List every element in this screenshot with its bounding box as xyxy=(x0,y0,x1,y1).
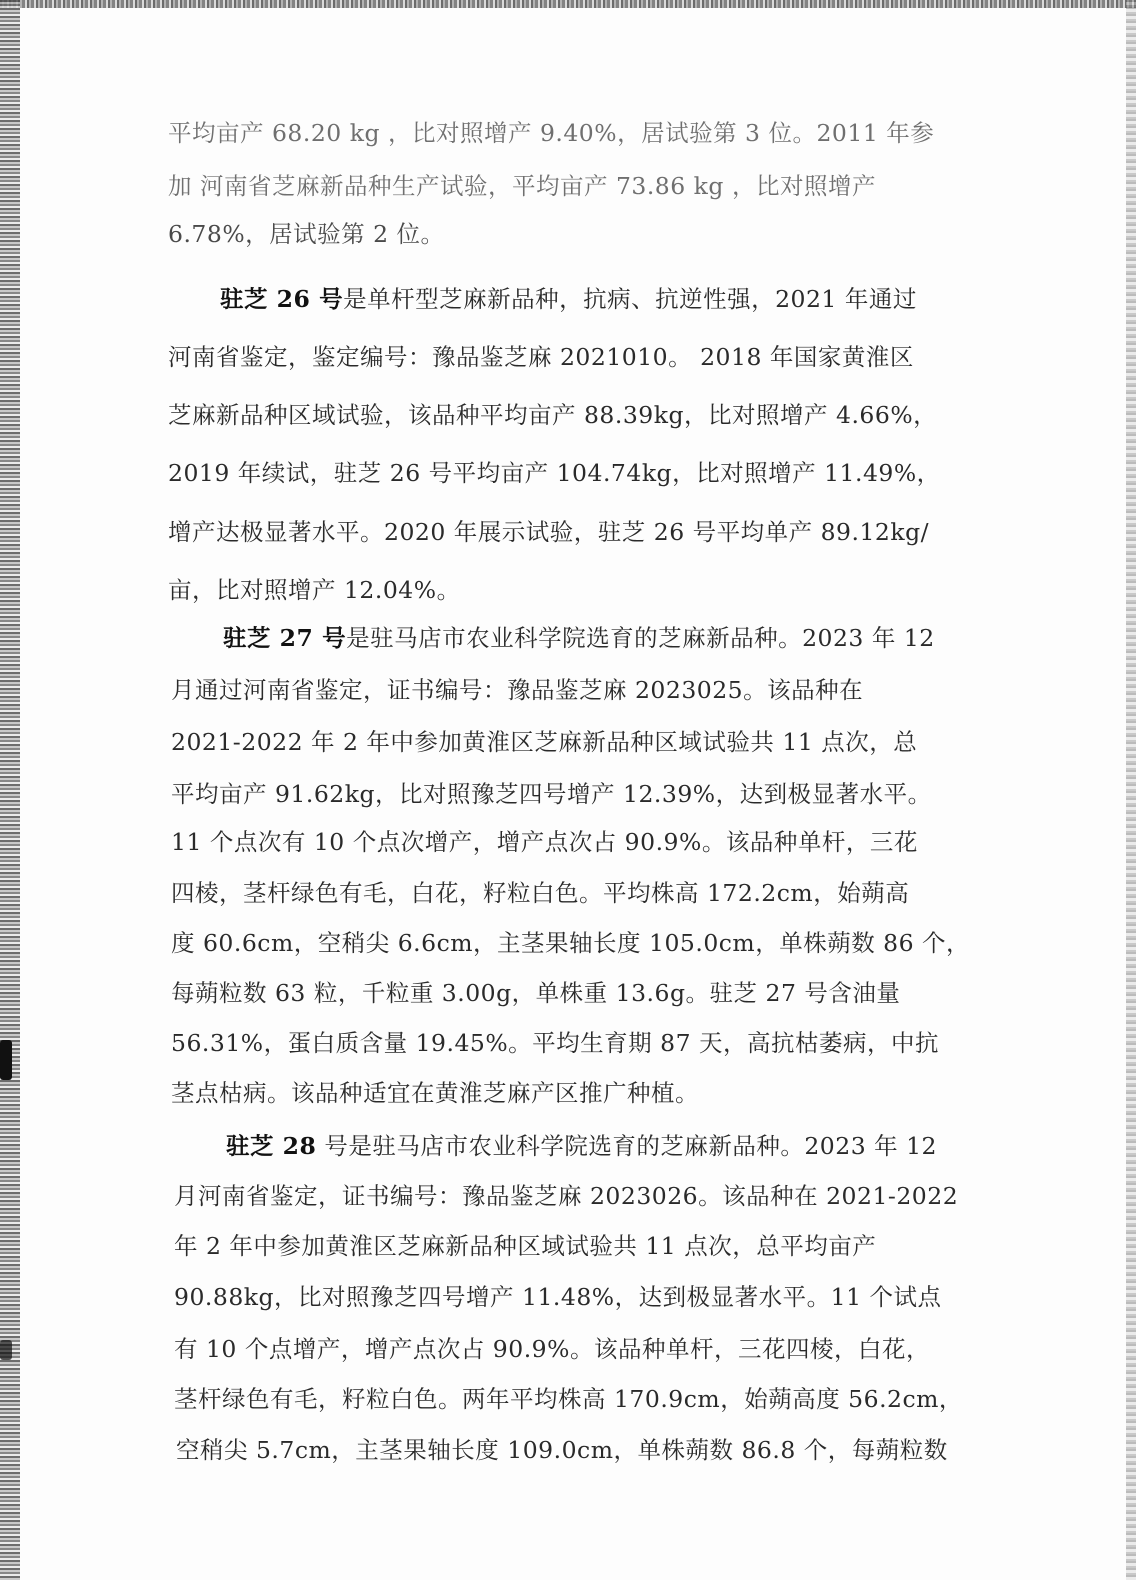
paragraph-line: 亩，比对照增产 12.04%。 xyxy=(168,576,461,604)
paragraph-line: 有 10 个点增产，增产点次占 90.9%。该品种单杆，三花四棱，白花， xyxy=(174,1335,930,1363)
variety-name: 驻芝 26 号 xyxy=(220,285,344,313)
scan-edge-right xyxy=(1126,0,1136,1580)
paragraph-line: 茎点枯病。该品种适宜在黄淮芝麻产区推广种植。 xyxy=(171,1079,699,1107)
paragraph-line: 90.88kg，比对照豫芝四号增产 11.48%，达到极显著水平。11 个试点 xyxy=(174,1283,942,1311)
paragraph-line: 月河南省鉴定，证书编号：豫品鉴芝麻 2023026。该品种在 2021-2022 xyxy=(174,1182,959,1210)
variety-name: 驻芝 28 xyxy=(226,1132,317,1160)
paragraph-line: 芝麻新品种区域试验，该品种平均亩产 88.39kg，比对照增产 4.66%， xyxy=(168,401,938,429)
scan-edge-top xyxy=(0,0,1136,8)
variety-name: 驻芝 27 号 xyxy=(223,624,347,652)
scan-smudge xyxy=(0,1040,12,1080)
paragraph-line: 度 60.6cm，空稍尖 6.6cm，主茎果轴长度 105.0cm，单株蒴数 86 个， xyxy=(171,929,971,957)
scan-smudge xyxy=(0,1340,12,1360)
paragraph-first-line: 驻芝 27 号是驻马店市农业科学院选育的芝麻新品种。2023 年 12 xyxy=(223,624,935,652)
paragraph-line: 月通过河南省鉴定，证书编号：豫品鉴芝麻 2023025。该品种在 xyxy=(171,676,864,704)
paragraph-line: 增产达极显著水平。2020 年展示试验，驻芝 26 号平均单产 89.12kg/ xyxy=(168,518,930,546)
paragraph-line: 茎杆绿色有毛，籽粒白色。两年平均株高 170.9cm，始蒴高度 56.2cm， xyxy=(174,1385,963,1413)
paragraph-line: 每蒴粒数 63 粒，千粒重 3.00g，单株重 13.6g。驻芝 27 号含油量 xyxy=(171,979,901,1007)
paragraph-line: 2021-2022 年 2 年中参加黄淮区芝麻新品种区域试验共 11 点次，总 xyxy=(171,728,918,756)
paragraph-line: 四棱，茎杆绿色有毛，白花，籽粒白色。平均株高 172.2cm，始蒴高 xyxy=(171,879,910,907)
paragraph-line: 加 河南省芝麻新品种生产试验，平均亩产 73.86 kg ，比对照增产 xyxy=(168,172,876,200)
paragraph-line: 56.31%，蛋白质含量 19.45%。平均生育期 87 天，高抗枯萎病，中抗 xyxy=(171,1029,940,1057)
paragraph-first-line: 驻芝 26 号是单杆型芝麻新品种，抗病、抗逆性强，2021 年通过 xyxy=(220,285,917,313)
paragraph-line: 年 2 年中参加黄淮区芝麻新品种区域试验共 11 点次，总平均亩产 xyxy=(174,1232,877,1260)
paragraph-line: 平均亩产 68.20 kg ，比对照增产 9.40%，居试验第 3 位。2011 年参 xyxy=(168,119,935,147)
paragraph-first-line: 驻芝 28 号是驻马店市农业科学院选育的芝麻新品种。2023 年 12 xyxy=(226,1132,938,1160)
paragraph-line: 空稍尖 5.7cm，主茎果轴长度 109.0cm，单株蒴数 86.8 个，每蒴粒数 xyxy=(176,1436,948,1464)
paragraph-line: 11 个点次有 10 个点次增产，增产点次占 90.9%。该品种单杆，三花 xyxy=(171,828,918,856)
paragraph-line: 河南省鉴定，鉴定编号：豫品鉴芝麻 2021010。 2018 年国家黄淮区 xyxy=(168,343,914,371)
paragraph-line: 6.78%，居试验第 2 位。 xyxy=(168,220,445,248)
paragraph-line: 平均亩产 91.62kg，比对照豫芝四号增产 12.39%，达到极显著水平。 xyxy=(171,780,932,808)
paragraph-line: 2019 年续试，驻芝 26 号平均亩产 104.74kg，比对照增产 11.49%， xyxy=(168,459,941,487)
